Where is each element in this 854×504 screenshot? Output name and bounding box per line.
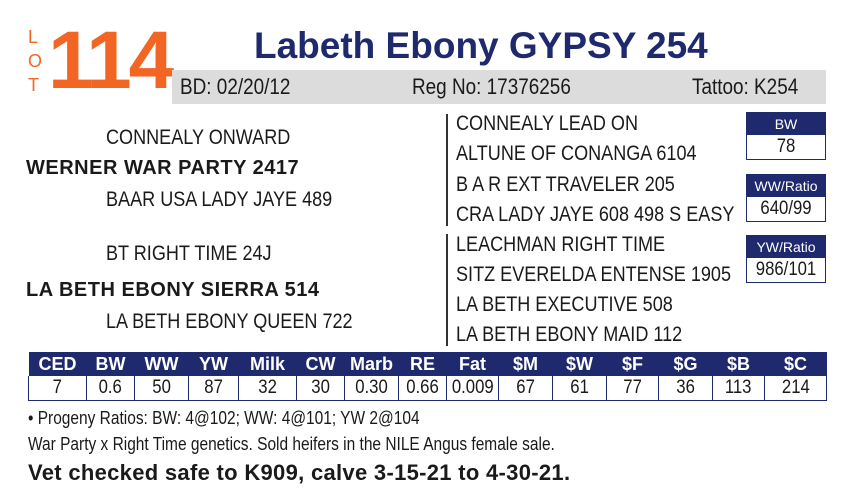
epd-value: 113 [713, 376, 765, 401]
pedigree-right-item: CRA LADY JAYE 608 498 S EASY [456, 203, 735, 226]
yw-ratio-label: YW/Ratio [747, 236, 825, 258]
ww-ratio-label: WW/Ratio [747, 175, 825, 197]
lot-letter-o: O [28, 51, 43, 71]
epd-header: RE [399, 352, 447, 376]
pedigree-right-item: LA BETH EXECUTIVE 508 [456, 293, 673, 316]
birth-date: BD: 02/20/12 [180, 74, 291, 99]
epd-header: WW [135, 352, 189, 376]
vet-note: Vet checked safe to K909, calve 3-15-21 to 4-30-21. [28, 460, 571, 485]
epd-value: 0.30 [345, 376, 399, 401]
epd-header: $G [659, 352, 713, 376]
epd-header: $C [765, 352, 827, 376]
epd-header: Milk [239, 352, 297, 376]
ww-ratio-box [746, 174, 826, 222]
epd-value: 87 [189, 376, 239, 401]
epd-value: 50 [135, 376, 189, 401]
dam-sire: BT RIGHT TIME 24J [106, 242, 272, 265]
epd-value: 0.66 [399, 376, 447, 401]
bw-box-value: 78 [752, 135, 821, 159]
epd-header: $W [553, 352, 607, 376]
progeny-ratios: • Progeny Ratios: BW: 4@102; WW: 4@101; YW 2@104 [28, 408, 420, 428]
pedigree-right-item: SITZ EVERELDA ENTENSE 1905 [456, 263, 732, 286]
pedigree-right-item: ALTUNE OF CONANGA 6104 [456, 142, 697, 165]
epd-value: 67 [499, 376, 553, 401]
epd-header: CW [297, 352, 345, 376]
pedigree-right-item: CONNEALY LEAD ON [456, 112, 638, 135]
lot-letter-l: L [28, 27, 39, 47]
bw-box-label: BW [747, 113, 825, 135]
pedigree-right-item: LA BETH EBONY MAID 112 [456, 323, 683, 346]
pedigree-right-item: LEACHMAN RIGHT TIME [456, 233, 666, 256]
epd-value: 7 [29, 376, 87, 401]
dam-dam: LA BETH EBONY QUEEN 722 [106, 310, 353, 333]
sale-note: War Party x Right Time genetics. Sold heifers in the NILE Angus female sale. [28, 434, 555, 454]
epd-header: Fat [447, 352, 499, 376]
animal-name: Labeth Ebony GYPSY 254 [254, 25, 708, 66]
epd-value: 214 [765, 376, 827, 401]
bw-box [746, 112, 826, 160]
sire-sire: CONNEALY ONWARD [106, 126, 291, 149]
yw-ratio-value: 986/101 [752, 258, 821, 282]
epd-value: 32 [239, 376, 297, 401]
epd-header: YW [189, 352, 239, 376]
lot-number: 114 [48, 15, 172, 106]
pedigree-right-item: B A R EXT TRAVELER 205 [456, 173, 675, 196]
epd-value: 77 [607, 376, 659, 401]
info-bar [172, 70, 826, 104]
epd-value: 61 [553, 376, 607, 401]
epd-table [28, 352, 827, 401]
sire: WERNER WAR PARTY 2417 [26, 157, 300, 179]
ww-ratio-value: 640/99 [752, 197, 821, 221]
epd-value: 0.009 [447, 376, 499, 401]
epd-value-row [29, 376, 827, 401]
epd-header: Marb [345, 352, 399, 376]
epd-value: 36 [659, 376, 713, 401]
epd-value: 0.6 [87, 376, 135, 401]
yw-ratio-box [746, 235, 826, 283]
epd-header: BW [87, 352, 135, 376]
epd-value: 30 [297, 376, 345, 401]
epd-header: $M [499, 352, 553, 376]
lot-letter-t: T [28, 75, 39, 95]
registration-number: Reg No: 17376256 [412, 74, 571, 99]
dam: LA BETH EBONY SIERRA 514 [26, 279, 320, 301]
epd-header-row [29, 352, 827, 376]
sire-dam: BAAR USA LADY JAYE 489 [106, 188, 333, 211]
epd-header: $B [713, 352, 765, 376]
tattoo: Tattoo: K254 [692, 74, 799, 99]
epd-header: $F [607, 352, 659, 376]
epd-header: CED [29, 352, 87, 376]
